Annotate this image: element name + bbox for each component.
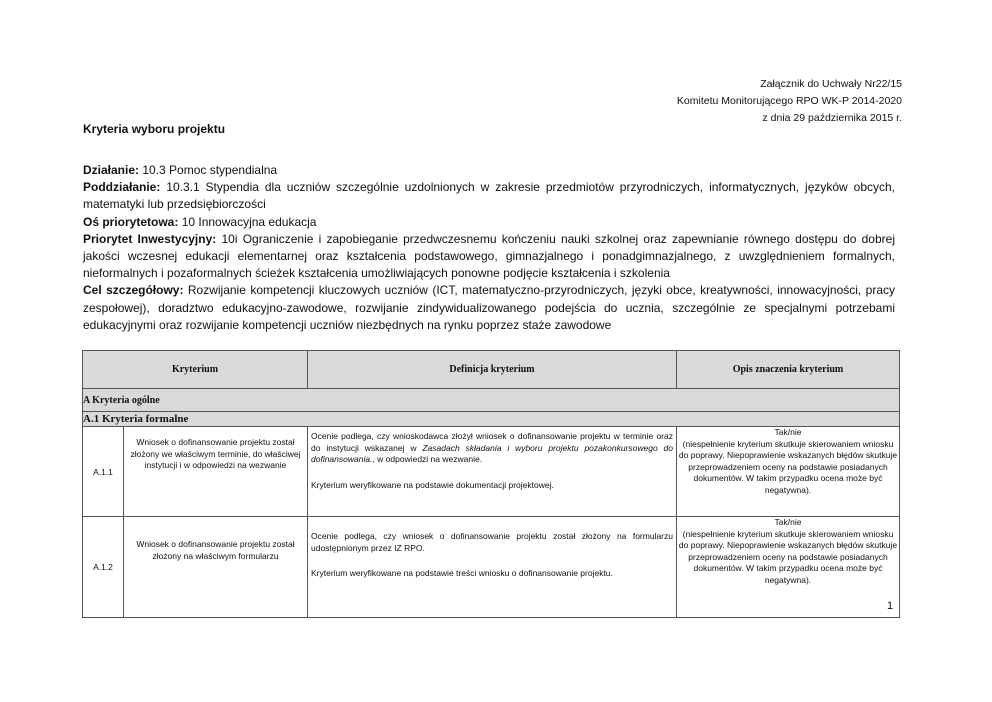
section-title: A Kryteria ogólne	[83, 389, 900, 412]
meta-os	[83, 214, 895, 231]
criterion-definition	[308, 427, 677, 517]
header-opis: Opis znaczenia kryterium	[677, 351, 900, 389]
opis-explanation: (niespełnienie kryterium skutkuje skierowaniem wniosku do poprawy. Niepoprawienie wskazanych błędów skutkuje przeprowadzeniem oceny na podstawie posiadanych dokumentów. W takim przypadku ocena może być negatywna).	[678, 528, 898, 585]
criteria-table	[82, 350, 900, 618]
project-metadata	[83, 162, 895, 334]
meta-value: 10.3.1 Stypendia dla uczniów szczególnie uzdolnionych w zakresie przedmiotów przyrodniczych, informatycznych, języków obcych, matematyki lub przedsiębiorczości	[83, 180, 895, 212]
meta-value: Rozwijanie kompetencji kluczowych uczniów (ICT, matematyczno-przyrodniczych, języki obce, kreatywności, innowacyjności, pracy zespołowej), doradztwo edukacyjno-zawodowe, rozwijanie zindywidualizowanego podejścia do ucznia, szczególnie ze specjalnymi potrzebami edukacyjnymi oraz rozwijanie kompetencji uczniów niezbędnych na rynku poprzez staże zawodowe	[83, 283, 896, 332]
header-kryterium: Kryterium	[83, 351, 308, 389]
meta-label: Poddziałanie:	[83, 180, 161, 195]
definition-text: Ocenie podlega, czy wnioskodawca złożył wniosek o dofinansowanie projektu w terminie oraz do instytucji wskazanej w	[311, 431, 673, 453]
criterion-description	[677, 517, 900, 618]
section-row	[83, 389, 900, 412]
definition-italic-text: Zasadach składania i wyboru projektu pozakonkursowego do dofinansowania.	[311, 442, 673, 464]
meta-dzialanie	[83, 162, 895, 179]
criterion-id: A.1.2	[83, 517, 124, 618]
header-definicja: Definicja kryterium	[308, 351, 677, 389]
definition-paragraph	[308, 431, 676, 466]
document-header	[677, 76, 902, 127]
meta-value: 10.3 Pomoc stypendialna	[139, 163, 278, 177]
definition-paragraph: Ocenie podlega, czy wniosek o dofinansowanie projektu został złożony na formularzu udostępnionym przez IZ RPO.	[311, 531, 673, 553]
table-header-row	[83, 351, 900, 389]
criterion-name: Wniosek o dofinansowanie projektu został złożony na właściwym formularzu	[124, 517, 308, 618]
table-row	[83, 517, 900, 618]
meta-label: Cel szczegółowy:	[83, 283, 184, 298]
definition-text: , w odpowiedzi na wezwanie.	[372, 454, 483, 464]
criterion-description	[677, 427, 900, 517]
page-number: 1	[887, 600, 894, 612]
opis-value: Tak/nie	[774, 517, 802, 527]
meta-cel	[83, 282, 895, 334]
header-line-3: z dnia 29 października 2015 r.	[762, 112, 902, 124]
subsection-title: A.1 Kryteria formalne	[83, 412, 900, 427]
definition-note: Kryterium weryfikowane na podstawie treści wniosku o dofinansowanie projektu.	[311, 568, 613, 578]
header-line-2: Komitetu Monitorującego RPO WK-P 2014-2020	[676, 95, 902, 107]
definition-note: Kryterium weryfikowane na podstawie dokumentacji projektowej.	[311, 479, 554, 490]
meta-value: 10 Innowacyjna edukacja	[178, 214, 317, 229]
meta-label: Priorytet Inwestycyjny:	[83, 231, 217, 246]
meta-label: Działanie:	[83, 163, 140, 177]
meta-priorytet	[83, 231, 895, 283]
opis-value: Tak/nie	[774, 427, 802, 437]
criterion-name: Wniosek o dofinansowanie projektu został złożony we właściwym terminie, do właściwej instytucji i w odpowiedzi na wezwanie	[124, 427, 308, 517]
document-title: Kryteria wyboru projektu	[83, 122, 226, 136]
header-line-1: Załącznik do Uchwały Nr22/15	[760, 78, 902, 90]
subsection-row	[83, 412, 900, 427]
criterion-id: A.1.1	[83, 427, 124, 517]
table-row	[83, 427, 900, 517]
criterion-definition	[308, 517, 677, 618]
opis-explanation: (niespełnienie kryterium skutkuje skierowaniem wniosku do poprawy. Niepoprawienie wskazanych błędów skutkuje przeprowadzeniem oceny na podstawie posiadanych dokumentów. W takim przypadku ocena może być negatywna).	[678, 438, 898, 495]
meta-value: 10i Ograniczenie i zapobieganie przedwczesnemu kończeniu nauki szkolnej oraz zapewnianie równego dostępu do dobrej jakości wczesnej edukacji elementarnej oraz kształcenia podstawowego, gimnazjalnego i ponadgimnazjalnego, z uwzględnieniem formalnych, nieformalnych i pozaformalnych ścieżek kształcenia umożliwiających ponowne podjęcie kształcenia i szkolenia	[83, 231, 895, 281]
meta-label: Oś priorytetowa:	[83, 214, 179, 229]
meta-poddzialanie	[83, 179, 895, 213]
